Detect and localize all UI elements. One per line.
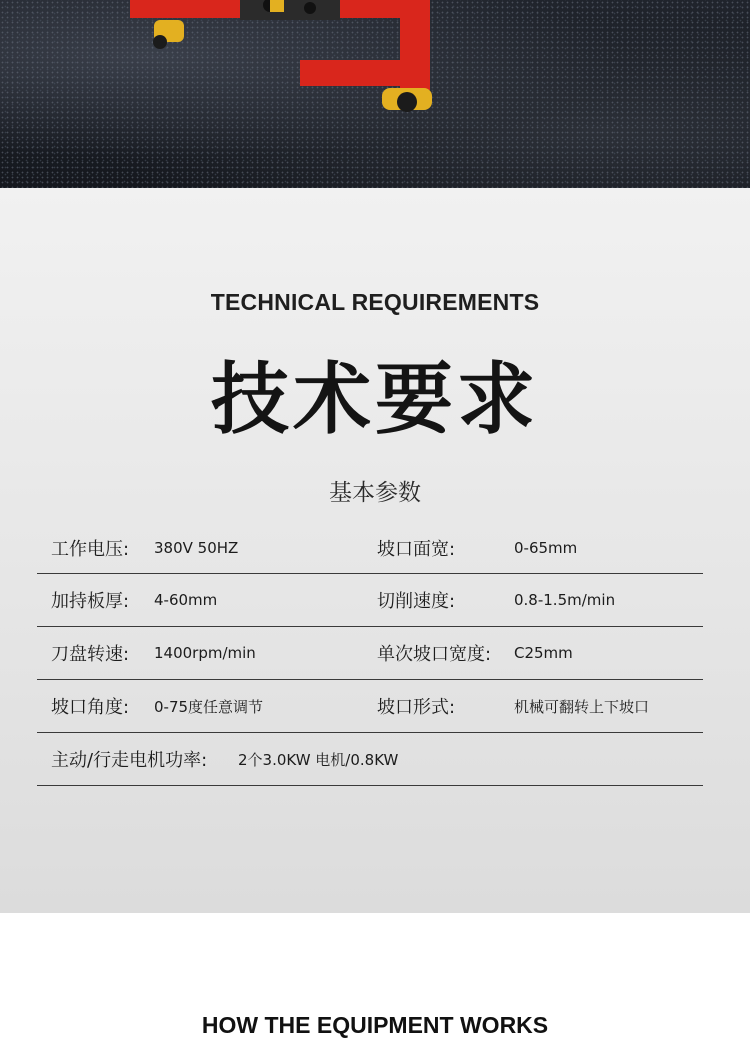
spec-value: 机械可翻转上下坡口	[514, 697, 650, 716]
spec-label: 主动/行走电机功率:	[51, 750, 208, 771]
spec-label: 刀盘转速:	[51, 644, 130, 665]
spec-row	[37, 574, 703, 627]
spec-value: 0-75度任意调节	[154, 697, 264, 716]
product-photo	[0, 0, 750, 188]
spec-value: 380V 50HZ	[154, 539, 239, 557]
section-title-english: TECHNICAL REQUIREMENTS	[210, 289, 540, 315]
spec-value: 1400rpm/min	[154, 644, 256, 662]
spec-value: 4-60mm	[154, 591, 218, 609]
spec-label: 单次坡口宽度:	[377, 644, 492, 665]
spec-value: 0.8-1.5m/min	[514, 591, 616, 609]
spec-row	[37, 680, 703, 733]
machine-illustration	[120, 0, 480, 130]
spec-label: 切削速度:	[377, 591, 456, 612]
spec-row	[37, 522, 703, 574]
section-title-chinese: 技术要求	[210, 355, 539, 445]
spec-label: 坡口面宽:	[377, 539, 456, 560]
spec-value: 0-65mm	[514, 539, 578, 557]
next-section-title: HOW THE EQUIPMENT WORKS	[201, 1012, 549, 1038]
spec-label: 坡口角度:	[51, 697, 130, 718]
spec-label: 加持板厚:	[51, 591, 130, 612]
spec-label: 坡口形式:	[377, 697, 456, 718]
spec-subtitle: 基本参数	[329, 480, 421, 506]
spec-value: 2个3.0KW 电机/0.8KW	[238, 750, 399, 769]
spec-value: C25mm	[514, 644, 573, 662]
spec-row	[37, 733, 703, 786]
spec-row	[37, 627, 703, 680]
spec-label: 工作电压:	[51, 539, 130, 560]
spec-table	[37, 522, 703, 786]
